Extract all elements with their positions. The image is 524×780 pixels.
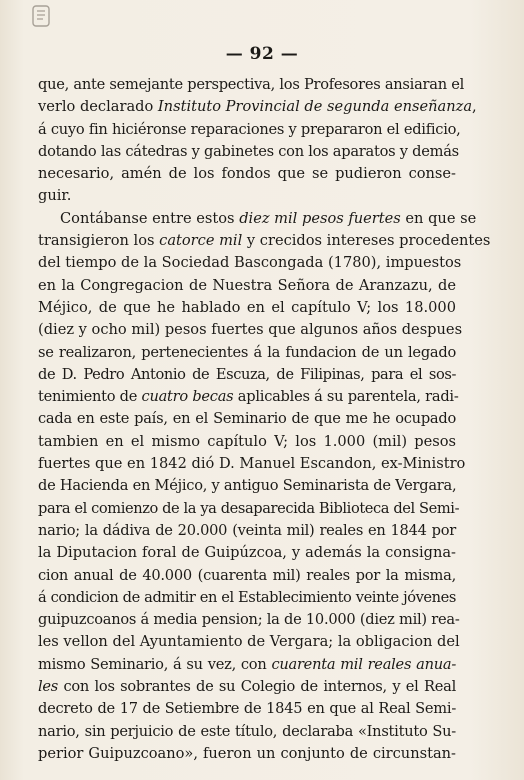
text-line (38, 230, 491, 252)
text-line (38, 185, 456, 207)
text-line (38, 386, 459, 408)
text-line (38, 654, 456, 676)
text-segment: mismo Seminario, á su vez, con (38, 655, 272, 673)
text-segment: verlo declarado (38, 98, 158, 116)
text-line (38, 475, 456, 497)
text-line (38, 520, 456, 542)
italic-segment: catorce mil (159, 232, 243, 250)
text-line (38, 587, 456, 609)
text-line (38, 275, 456, 297)
text-line (38, 163, 456, 185)
text-line (38, 453, 466, 475)
text-line (38, 319, 463, 341)
text-segment: necesario, amén de los fondos que se pudieron conse- (38, 165, 456, 183)
text-line (38, 408, 456, 430)
text-segment: guipuzcoanos á media pension; la de 10.000 (diez mil) rea- (38, 611, 460, 629)
italic-segment: Instituto Provincial de segunda enseñanza (157, 98, 473, 116)
text-line (38, 252, 462, 274)
text-segment: les vellon del Ayuntamiento de Vergara; la obligacion del (38, 633, 460, 651)
body-text (38, 74, 491, 765)
text-segment: se realizaron, pertenecientes á la fundacion de un legado (38, 343, 456, 361)
page-number: — 92 — (225, 44, 299, 64)
text-segment: Méjico, de que he hablado en el capítulo V; los 18.000 (38, 298, 456, 316)
text-line (38, 208, 477, 230)
text-segment: cion anual de 40.000 (cuarenta mil) reales por la misma, (38, 566, 456, 584)
text-line (38, 342, 456, 364)
text-line (38, 542, 456, 564)
text-segment: decreto de 17 de Setiembre de 1845 en que al Real Semi- (38, 700, 456, 718)
text-segment: guir. (38, 187, 72, 205)
text-segment: de D. Pedro Antonio de Escuza, de Filipinas, para el sos- (38, 365, 456, 383)
text-segment: tenimiento de (38, 388, 142, 406)
text-segment: á cuyo fin hiciéronse reparaciones y prepararon el edificio, (38, 120, 461, 138)
text-line (38, 297, 456, 319)
text-line (38, 498, 460, 520)
text-line (38, 743, 456, 765)
text-segment: para el comienzo de la ya desaparecida Biblioteca del Semi- (38, 499, 460, 517)
text-line (38, 698, 456, 720)
italic-segment: les (38, 678, 59, 696)
text-segment: Contábanse entre estos (60, 209, 240, 227)
text-line (38, 364, 456, 386)
text-line (38, 119, 461, 141)
text-segment: cada en este país, en el Seminario de que me he ocupado (38, 410, 456, 428)
text-segment: del tiempo de la Sociedad Bascongada (1780), impuestos (38, 254, 462, 272)
italic-segment: diez mil pesos fuertes (239, 209, 401, 227)
text-segment: de Hacienda en Méjico, y antiguo Seminarista de Vergara, (38, 477, 457, 495)
text-segment: (diez y ocho mil) pesos fuertes que algunos años despues (38, 321, 463, 339)
text-segment: en que se (400, 209, 477, 227)
italic-segment: cuatro becas (141, 388, 234, 406)
text-line (38, 74, 465, 96)
text-segment: nario; la dádiva de 20.000 (veinta mil) reales en 1844 por (38, 521, 456, 539)
text-line (38, 141, 459, 163)
text-line (38, 721, 456, 743)
text-line (38, 565, 456, 587)
text-segment: perior Guipuzcoano», fueron un conjunto de circunstan- (38, 744, 456, 762)
text-segment: transigieron los (38, 232, 160, 250)
text-segment: , (472, 98, 477, 116)
text-segment: la Diputacion foral de Guipúzcoa, y además la consigna- (38, 544, 456, 562)
text-segment: nario, sin perjuicio de este título, declaraba «Instituto Su- (38, 722, 456, 740)
text-segment: fuertes que en 1842 dió D. Manuel Escandon, ex-Ministro (38, 455, 466, 473)
text-line (38, 609, 460, 631)
italic-segment: cuarenta mil reales anua- (271, 655, 456, 673)
text-segment: y crecidos intereses procedentes (242, 232, 491, 250)
text-segment: con los sobrantes de su Colegio de internos, y el Real (58, 678, 456, 696)
text-line (38, 431, 456, 453)
text-line (38, 676, 456, 698)
text-segment: aplicables á su parentela, radi- (233, 388, 459, 406)
text-line (38, 96, 477, 118)
text-segment: en la Congregacion de Nuestra Señora de Aranzazu, de (38, 276, 456, 294)
text-segment: que, ante semejante perspectiva, los Profesores ansiaran el (38, 76, 465, 93)
text-segment: tambien en el mismo capítulo V; los 1.000 (mil) pesos (38, 432, 456, 450)
library-stamp-icon (30, 4, 52, 28)
text-segment: á condicion de admitir en el Establecimiento veinte jóvenes (38, 588, 456, 606)
text-line (38, 631, 460, 653)
text-segment: dotando las cátedras y gabinetes con los aparatos y demás (38, 142, 459, 160)
